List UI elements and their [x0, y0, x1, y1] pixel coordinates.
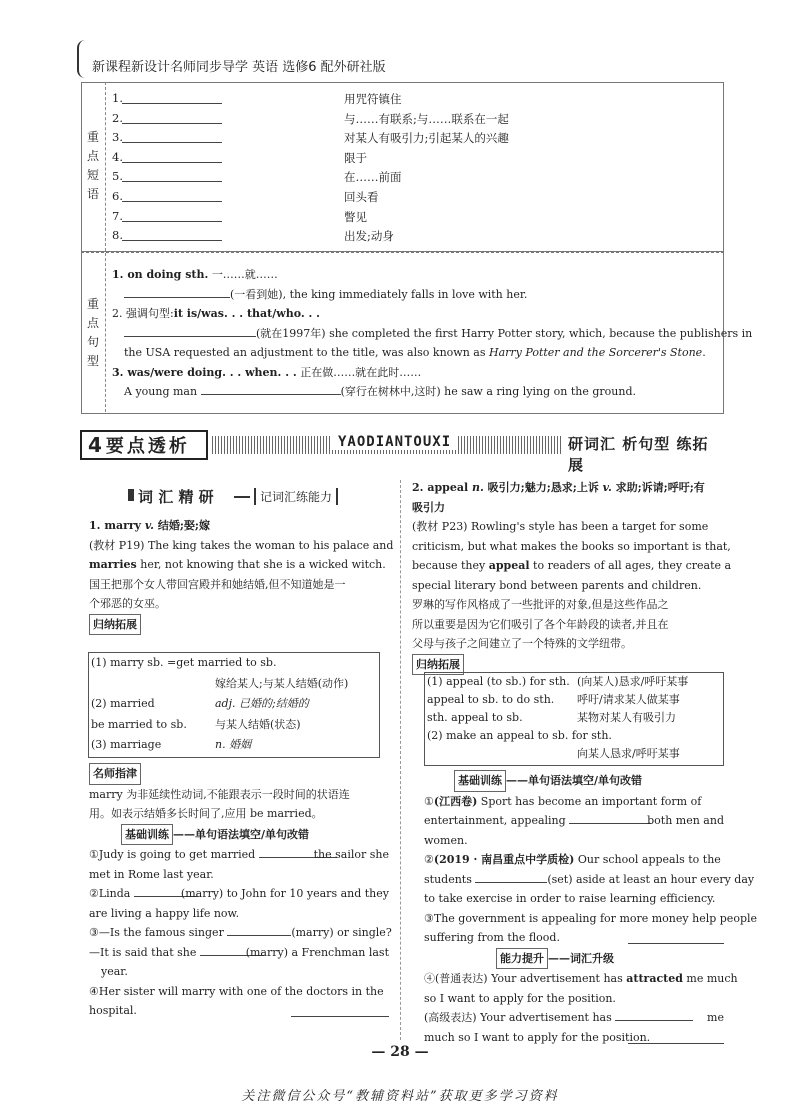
answer-blank[interactable] [122, 209, 222, 222]
answer-blank[interactable] [122, 150, 222, 163]
drill-tag: 基础训练 [121, 824, 173, 846]
answer-blank[interactable] [291, 1004, 389, 1017]
section-pinyin: YAODIANTOUXI [332, 434, 457, 450]
left-column: 1. marry v. 结婚;娶;嫁 (教材 P19) The king takes the woman to his palace and marries her, not knowing that she is a wicked witch. 国王把那个女人带回宫殿并和她结婚,但不知道她是一 个邪恶的女巫。 归纳拓展 [89, 516, 389, 635]
phrase-row: 1. 用咒符镇住 [112, 91, 402, 106]
phrase-row: 7. 瞥见 [112, 208, 367, 224]
vocab-banner [128, 485, 338, 507]
section-right-label: 研词汇 析句型 练拓展 [562, 433, 722, 475]
tip-tag: 名师指津 [89, 763, 141, 785]
section-banner [80, 430, 722, 474]
sentences-side-label: 重 点 句 型 [86, 297, 99, 368]
vocab-banner-sub: 记词汇练能力 [254, 488, 338, 505]
section-title: 要点透析 [105, 436, 190, 457]
appeal-expand-box: (1) appeal (to sb.) for sth. (向某人)恳求/呼吁某事 appeal to sb. to do sth. 呼吁/请求某人做某事 sth. appeal to sb. 某物对某人有吸引力 (2) make an appeal to sb. for sth. 向某人恳求/呼吁某事 [424, 672, 724, 766]
phrase-list [112, 91, 712, 248]
answer-blank[interactable] [124, 285, 230, 298]
answer-blank[interactable] [201, 382, 341, 395]
section-number-box [80, 430, 208, 460]
answer-blank[interactable] [628, 1031, 724, 1044]
phrases-side-label: 重 点 短 语 [86, 130, 99, 201]
vocab-banner-bar [234, 496, 250, 498]
expand-tag: 归纳拓展 [412, 654, 464, 676]
drill-tag: 基础训练 [454, 770, 506, 792]
answer-blank[interactable] [124, 324, 256, 337]
phrase-row: 5. 在……前面 [112, 169, 402, 185]
section-number: 4 [88, 433, 102, 457]
right-column-lower: 基础训练 ——单句语法填空/单句改错 ①(江西卷) Sport has become an important form of entertainment, appealing both men and women. ②(2019 · 南昌重点中学质检) Our school appeals to the students (set) aside at least an hour every day to take exercise in order to raise learning efficiency. ③The government is appealing for more money help people suffering from the flood. 能力提升 ——词汇升级 ④(普通表达) Your advertisement has attracted me much so I want to apply for the position. (高级表达) Your advertisement has me much so I want to apply for the position. [424, 770, 724, 1047]
answer-blank[interactable] [122, 189, 222, 202]
phrase-row: 4. 限于 [112, 149, 367, 165]
answer-blank[interactable] [227, 923, 291, 936]
phrase-row: 2. 与……有联系;与……联系在一起 [112, 110, 509, 126]
answer-blank[interactable] [615, 1008, 693, 1021]
bookmark-icon [128, 489, 134, 501]
answer-blank[interactable] [122, 169, 222, 182]
answer-blank[interactable] [475, 870, 547, 883]
answer-blank[interactable] [628, 931, 724, 944]
answer-blank[interactable] [122, 111, 222, 124]
footer-note: 关注微信公众号“教辅资料站”获取更多学习资料 [241, 1089, 559, 1104]
sentences-content: 1. on doing sth. 一……就…… (一看到她), the king immediately falls in love with her. 2. 强调句型:it is/was. . . that/who. . . (就在1997年) she completed the first Harry Potter story, which, because the publishers in the USA requested an adjustment to the title, was also known as Harry Potter and the Sorcerer's Stone. 3. was/were doing. . . when. . . 正在做……就在此时…… A young man (穿行在树林中,这时) he saw a ring lying on the ground. [112, 268, 753, 398]
header-title: 新课程新设计名师同步导学 英语 选修6 配外研社版 [92, 60, 386, 75]
expand-tag: 归纳拓展 [89, 614, 141, 636]
advance-tag: 能力提升 [496, 948, 548, 970]
phrase-row: 8. 出发;动身 [112, 228, 394, 244]
answer-blank[interactable] [122, 91, 222, 104]
answer-blank[interactable] [122, 130, 222, 143]
column-divider [400, 480, 401, 1040]
left-column-lower: 名师指津 marry 为非延续性动词,不能跟表示一段时间的状语连 用。如表示结婚多长时间了,应用 be married。 基础训练 ——单句语法填空/单句改错 ①Judy is going to get married the sailor she met in Rome last year. ②Linda (marry) to John for 10 years and they are living a happy life now. ③—Is the famous singer (marry) or single? —It is said that she (marry) a Frenchman last year. ④Her sister will marry with one of the doctors in the hospital. [89, 763, 389, 1021]
right-column: 2. appeal n. 吸引力;魅力;恳求;上诉 v. 求助;诉请;呼吁;有 吸引力 (教材 P23) Rowling's style has been a target for some criticism, but what makes the books so important is that, because they appeal to readers of all ages, they create a special literary bond between parents and children. 罗琳的写作风格成了一些批评的对象,但是这些作品之 所以重要是因为它们吸引了各个年龄段的读者,并且在 父母与孩子之间建立了一个特殊的文学纽带。 归纳拓展 [412, 478, 724, 675]
marry-expand-box: (1) marry sb. =get married to sb. 嫁给某人;与某人结婚(动作) (2) married adj. 已婚的;结婚的 be married to sb. 与某人结婚(状态) (3) marriage n. 婚姻 [88, 652, 380, 758]
phrase-row: 6. 回头看 [112, 188, 379, 204]
answer-blank[interactable] [122, 228, 222, 241]
page-number: — 28 — [371, 1044, 429, 1060]
header-bracket [77, 40, 87, 78]
answer-blank[interactable] [569, 811, 651, 824]
vocab-banner-title: 词 汇 精 研 [138, 488, 214, 506]
phrase-row: 3. 对某人有吸引力;引起某人的兴趣 [112, 130, 509, 146]
